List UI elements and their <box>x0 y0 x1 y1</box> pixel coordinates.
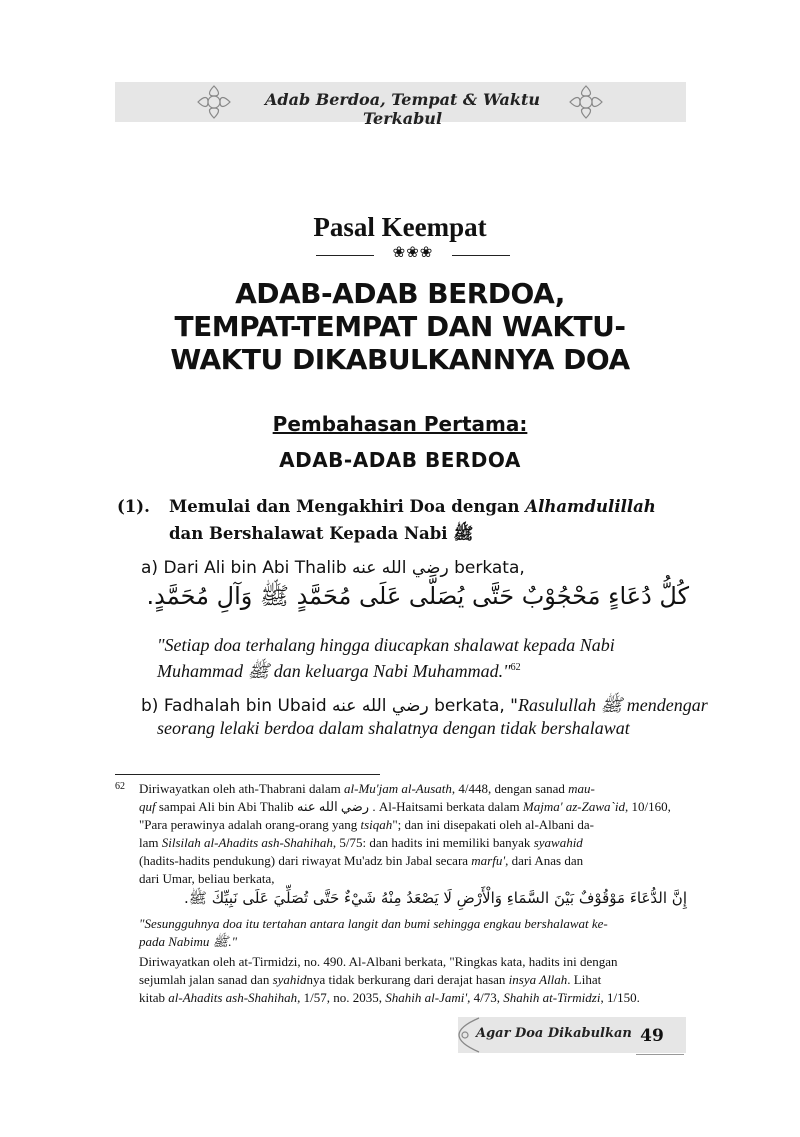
footnote-line: lam Silsilah al-Ahadits ash-Shahihah, 5/75: dan hadits ini memiliki banyak syawahid <box>139 835 583 850</box>
item-heading-line: dan Bershalawat Kepada Nabi ﷺ <box>169 524 474 543</box>
translation-quote: Muhammad ﷺ dan keluarga Nabi Muhammad."$^{62}$ <box>157 661 521 681</box>
footnote-line: (hadits-hadits pendukung) dari riwayat Mu'adz bin Jabal secara marfu', dari Anas dan <box>139 853 584 868</box>
item-number: (1). <box>117 497 150 516</box>
page-number: 49 <box>640 1026 664 1046</box>
footnote-line: pada Nabimu ﷺ." <box>139 934 238 949</box>
page-number-rule <box>636 1054 684 1055</box>
footnote-line: Diriwayatkan oleh ath-Thabrani dalam al-Mu'jam al-Ausath, 4/448, dengan sanad mau- <box>139 781 595 796</box>
chapter-label: Pasal Keempat <box>313 212 487 242</box>
point-b-text: seorang lelaki berdoa dalam shalatnya dengan tidak bershalawat <box>157 718 630 738</box>
chapter-title <box>100 277 700 376</box>
translation-quote: "Setiap doa terhalang hingga diucapkan shalawat kepada Nabi <box>157 635 615 655</box>
footnote-line: dari Umar, beliau berkata, <box>139 871 275 886</box>
footnote-line: quf sampai Ali bin Abi Thalib رضي الله عنه . Al-Haitsami berkata dalam Majma' az-Zawa`id, 10/160, <box>139 799 671 814</box>
footnote-line: "Sesungguhnya doa itu tertahan antara langit dan bumi sehingga engkau bershalawat ke- <box>139 916 608 931</box>
section-heading: Pembahasan Pertama: <box>272 412 528 436</box>
arabic-text: كُلُّ دُعَاءٍ مَحْجُوْبٌ حَتَّى يُصَلَّى عَلَى مُحَمَّدٍ ﷺ وَآلِ مُحَمَّدٍ. <box>146 582 689 610</box>
footnote-line: Diriwayatkan oleh at-Tirmidzi, no. 490. Al-Albani berkata, "Ringkas kata, hadits ini dengan <box>139 954 618 969</box>
section-title: ADAB-ADAB BERDOA <box>279 448 521 472</box>
chapter-divider <box>316 243 510 262</box>
running-footer-title: Agar Doa Dikabulkan <box>476 1026 632 1041</box>
footnote-ref[interactable]: 62 <box>510 662 521 673</box>
chapter-title-line: WAKTU DIKABULKANNYA DOA <box>170 343 630 376</box>
footnote-rule <box>115 774 380 775</box>
item-heading-line: Memulai dan Mengakhiri Doa dengan Alhamdulillah <box>169 497 656 516</box>
ornament-icon <box>196 84 232 120</box>
running-header-title: Adab Berdoa, Tempat & Waktu Terkabul <box>265 90 540 128</box>
footnote-line: "Para perawinya adalah orang-orang yang tsiqah"; dan ini disepakati oleh al-Albani da- <box>139 817 595 832</box>
flower-ornament-icon: ❀❀❀ <box>392 243 434 261</box>
footnote-arabic: إِنَّ الدُّعَاءَ مَوْقُوْفٌ بَيْنَ السَّمَاءِ وَالْأَرْضِ لَا يَصْعَدُ مِنْهُ شَيْءٌ حَتَّى تُصَلِّيَ عَلَى نَبِيِّكَ ﷺ. <box>184 889 687 907</box>
footnote-line: sejumlah jalan sanad dan syahidnya tidak berkurang dari derajat hasan insya Allah. Lihat <box>139 972 602 987</box>
footnote-number: 62 <box>115 781 125 792</box>
point-a-text: a) Dari Ali bin Abi Thalib رضي الله عنه berkata, <box>141 558 525 578</box>
chapter-title-line: ADAB-ADAB BERDOA, <box>235 277 565 310</box>
point-b-text: b) Fadhalah bin Ubaid رضي الله عنه berkata, "Rasulullah ﷺ mendengar <box>141 695 708 716</box>
chapter-title-line: TEMPAT-TEMPAT DAN WAKTU- <box>174 310 626 343</box>
footnote-line: kitab al-Ahadits ash-Shahihah, 1/57, no. 2035, Shahih al-Jami', 4/73, Shahih at-Tirmidzi, 1/150. <box>139 990 640 1005</box>
